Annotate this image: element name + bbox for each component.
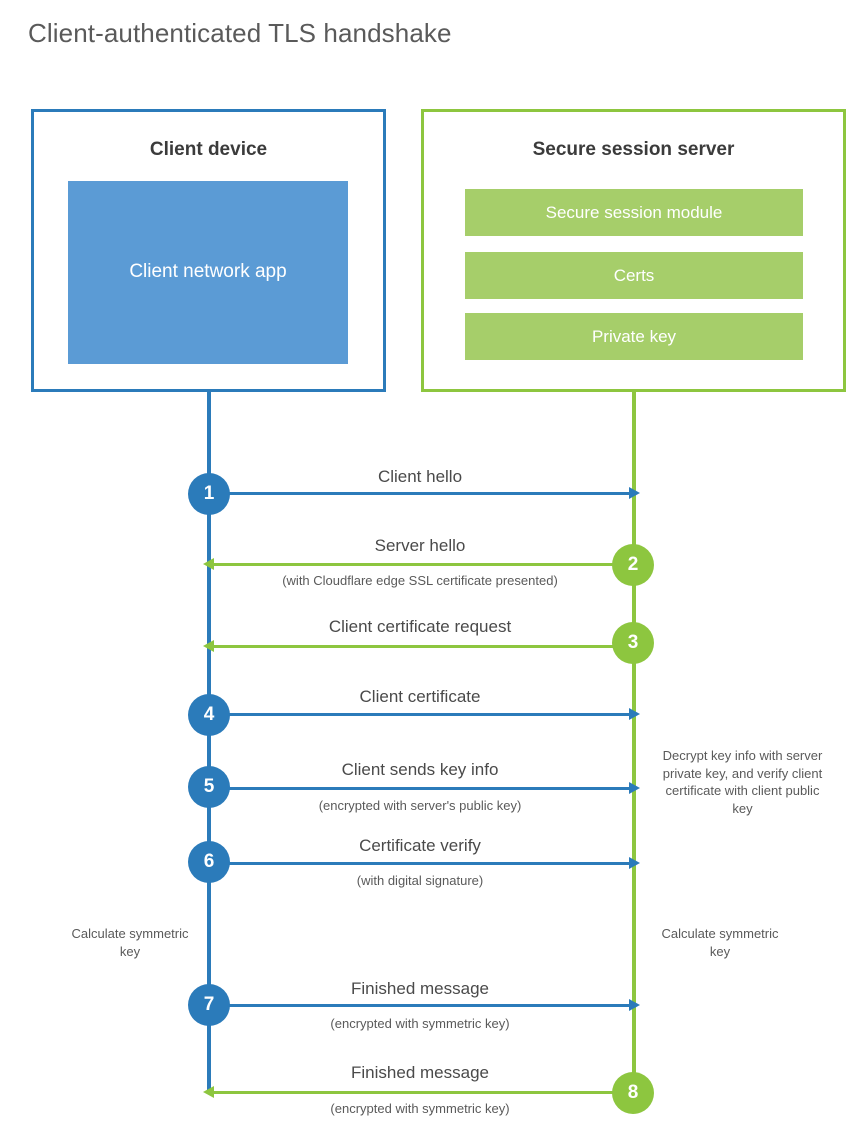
arrow-head-right-icon	[629, 487, 640, 499]
arrow-step-4	[210, 713, 630, 716]
arrow-label-step-5: Client sends key info	[341, 760, 499, 779]
arrow-label-step-3: Client certificate request	[328, 617, 512, 636]
step-circle-7: 7	[188, 984, 230, 1026]
arrow-sublabel-step-7: (encrypted with symmetric key)	[330, 1016, 510, 1031]
arrow-step-8	[213, 1091, 633, 1094]
arrow-head-left-icon	[203, 640, 214, 652]
client-network-app-block: Client network app	[68, 181, 348, 364]
step-circle-5: 5	[188, 766, 230, 808]
arrow-label-step-8: Finished message	[351, 1063, 489, 1082]
arrow-step-6	[210, 862, 630, 865]
step-circle-3: 3	[612, 622, 654, 664]
server-item-private-key: Private key	[465, 313, 803, 360]
note-server-calculate-symmetric-key: Calculate symmetric key	[661, 926, 779, 959]
arrow-head-left-icon	[203, 1086, 214, 1098]
arrow-head-right-icon	[629, 857, 640, 869]
arrow-label-step-4: Client certificate	[359, 687, 481, 706]
arrow-step-1	[210, 492, 630, 495]
page-title: Client-authenticated TLS handshake	[28, 18, 452, 48]
arrow-step-7	[210, 1004, 630, 1007]
step-circle-8: 8	[612, 1072, 654, 1114]
note-server-decrypt: Decrypt key info with server private key, and verify client certificate with client public key	[662, 748, 823, 816]
secure-session-server-title: Secure session server	[532, 139, 735, 160]
arrow-head-right-icon	[629, 999, 640, 1011]
arrow-sublabel-step-8: (encrypted with symmetric key)	[330, 1101, 510, 1116]
arrow-head-left-icon	[203, 558, 214, 570]
arrow-step-5	[210, 787, 630, 790]
arrow-label-step-1: Client hello	[377, 467, 463, 486]
arrow-head-right-icon	[629, 708, 640, 720]
server-item-certs: Certs	[465, 252, 803, 299]
arrow-step-2	[213, 563, 633, 566]
arrow-step-3	[213, 645, 633, 648]
arrow-sublabel-step-6: (with digital signature)	[356, 873, 484, 888]
step-circle-4: 4	[188, 694, 230, 736]
step-circle-1: 1	[188, 473, 230, 515]
arrow-label-step-6: Certificate verify	[359, 836, 481, 855]
note-client-calculate-symmetric-key: Calculate symmetric key	[71, 926, 189, 959]
arrow-label-step-2: Server hello	[374, 536, 466, 555]
step-circle-6: 6	[188, 841, 230, 883]
server-item-secure-session-module: Secure session module	[465, 189, 803, 236]
arrow-sublabel-step-5: (encrypted with server's public key)	[318, 798, 522, 813]
arrow-label-step-7: Finished message	[351, 979, 489, 998]
step-circle-2: 2	[612, 544, 654, 586]
arrow-sublabel-step-2: (with Cloudflare edge SSL certificate presented)	[282, 573, 558, 588]
arrow-head-right-icon	[629, 782, 640, 794]
client-device-title: Client device	[149, 139, 268, 160]
